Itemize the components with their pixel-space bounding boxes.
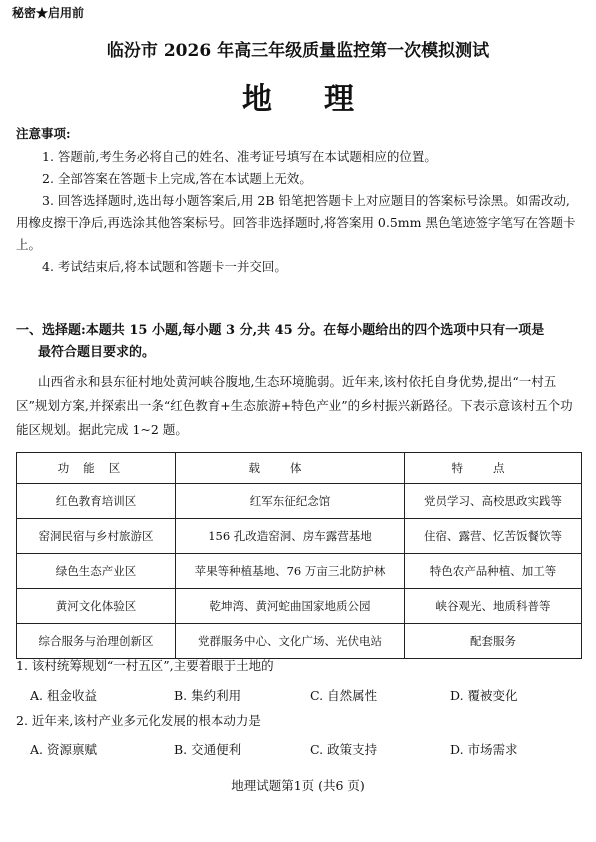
passage-text: 山西省永和县东征村地处黄河峡谷腹地,生态环境脆弱。近年来,该村依托自身优势,提出“一村五区”规划方案,并探索出一条“红色教育+生态旅游+特色产业”的乡村振兴新路径。下表示意该村五个功能区规划。据此完成 1~2 题。	[16, 374, 573, 437]
section-heading-line1: 一、选择题:本题共 15 小题,每小题 3 分,共 45 分。在每小题给出的四个选项中只有一项是	[16, 323, 545, 338]
table-cell: 窑洞民宿与乡村旅游区	[17, 519, 176, 554]
option-a: A. 租金收益	[30, 688, 97, 703]
table-cell: 特色农产品种植、加工等	[405, 554, 582, 589]
table-row	[17, 554, 582, 589]
table-row	[17, 589, 582, 624]
table-cell: 156 孔改造窑洞、房车露营基地	[176, 519, 405, 554]
table-row	[17, 624, 582, 659]
notice-item: 3. 回答选择题时,选出每小题答案后,用 2B 铅笔把答题卡上对应题目的答案标号涂黑。如需改动,用橡皮擦干净后,再选涂其他答案标号。回答非选择题时,将答案用 0.5mm 黑色笔迹签字笔写在答题卡上。	[16, 193, 576, 252]
table-cell: 住宿、露营、忆苦饭餐饮等	[405, 519, 582, 554]
table-cell: 配套服务	[405, 624, 582, 659]
notice-item: 2. 全部答案在答题卡上完成,答在本试题上无效。	[42, 171, 312, 186]
table-header-zone: 功能区	[17, 453, 176, 484]
exam-title: 临汾市 2026 年高三年级质量监控第一次模拟测试	[106, 41, 490, 61]
table-row	[17, 519, 582, 554]
table-cell: 绿色生态产业区	[17, 554, 176, 589]
section-heading-line2: 最符合题目要求的。	[38, 345, 156, 360]
option-b: B. 交通便利	[174, 742, 242, 757]
table-cell: 苹果等种植基地、76 万亩三北防护林	[176, 554, 405, 589]
table-header-carrier: 载体	[176, 453, 405, 484]
subject-title: 地理	[242, 82, 406, 117]
option-d: D. 市场需求	[450, 742, 518, 757]
question-1-stem: 1. 该村统筹规划“一村五区”,主要着眼于土地的	[16, 658, 274, 673]
table-cell: 峡谷观光、地质科普等	[405, 589, 582, 624]
option-d: D. 覆被变化	[450, 688, 518, 703]
notice-item: 1. 答题前,考生务必将自己的姓名、准考证号填写在本试题相应的位置。	[42, 149, 437, 164]
table-header-row	[17, 453, 582, 484]
option-c: C. 政策支持	[310, 742, 378, 757]
table-cell: 红军东征纪念馆	[176, 484, 405, 519]
table-row	[17, 484, 582, 519]
table-cell: 党员学习、高校思政实践等	[405, 484, 582, 519]
table-cell: 党群服务中心、文化广场、光伏电站	[176, 624, 405, 659]
table-header-feature: 特点	[405, 453, 582, 484]
secret-label: 秘密★启用前	[12, 6, 85, 20]
passage	[16, 370, 582, 442]
table-cell: 红色教育培训区	[17, 484, 176, 519]
table-cell: 综合服务与治理创新区	[17, 624, 176, 659]
table-cell: 乾坤湾、黄河蛇曲国家地质公园	[176, 589, 405, 624]
section-heading	[16, 320, 582, 364]
table-cell: 黄河文化体验区	[17, 589, 176, 624]
notice-item: 4. 考试结束后,将本试题和答题卡一并交回。	[42, 259, 287, 274]
function-zone-table	[16, 452, 582, 659]
question-2-stem: 2. 近年来,该村产业多元化发展的根本动力是	[16, 713, 261, 728]
page-footer: 地理试题第1页 (共6 页)	[231, 778, 365, 793]
notice-list	[16, 146, 576, 278]
option-b: B. 集约利用	[174, 688, 242, 703]
notice-heading: 注意事项:	[16, 126, 71, 141]
option-a: A. 资源禀赋	[30, 742, 97, 757]
option-c: C. 自然属性	[310, 688, 378, 703]
